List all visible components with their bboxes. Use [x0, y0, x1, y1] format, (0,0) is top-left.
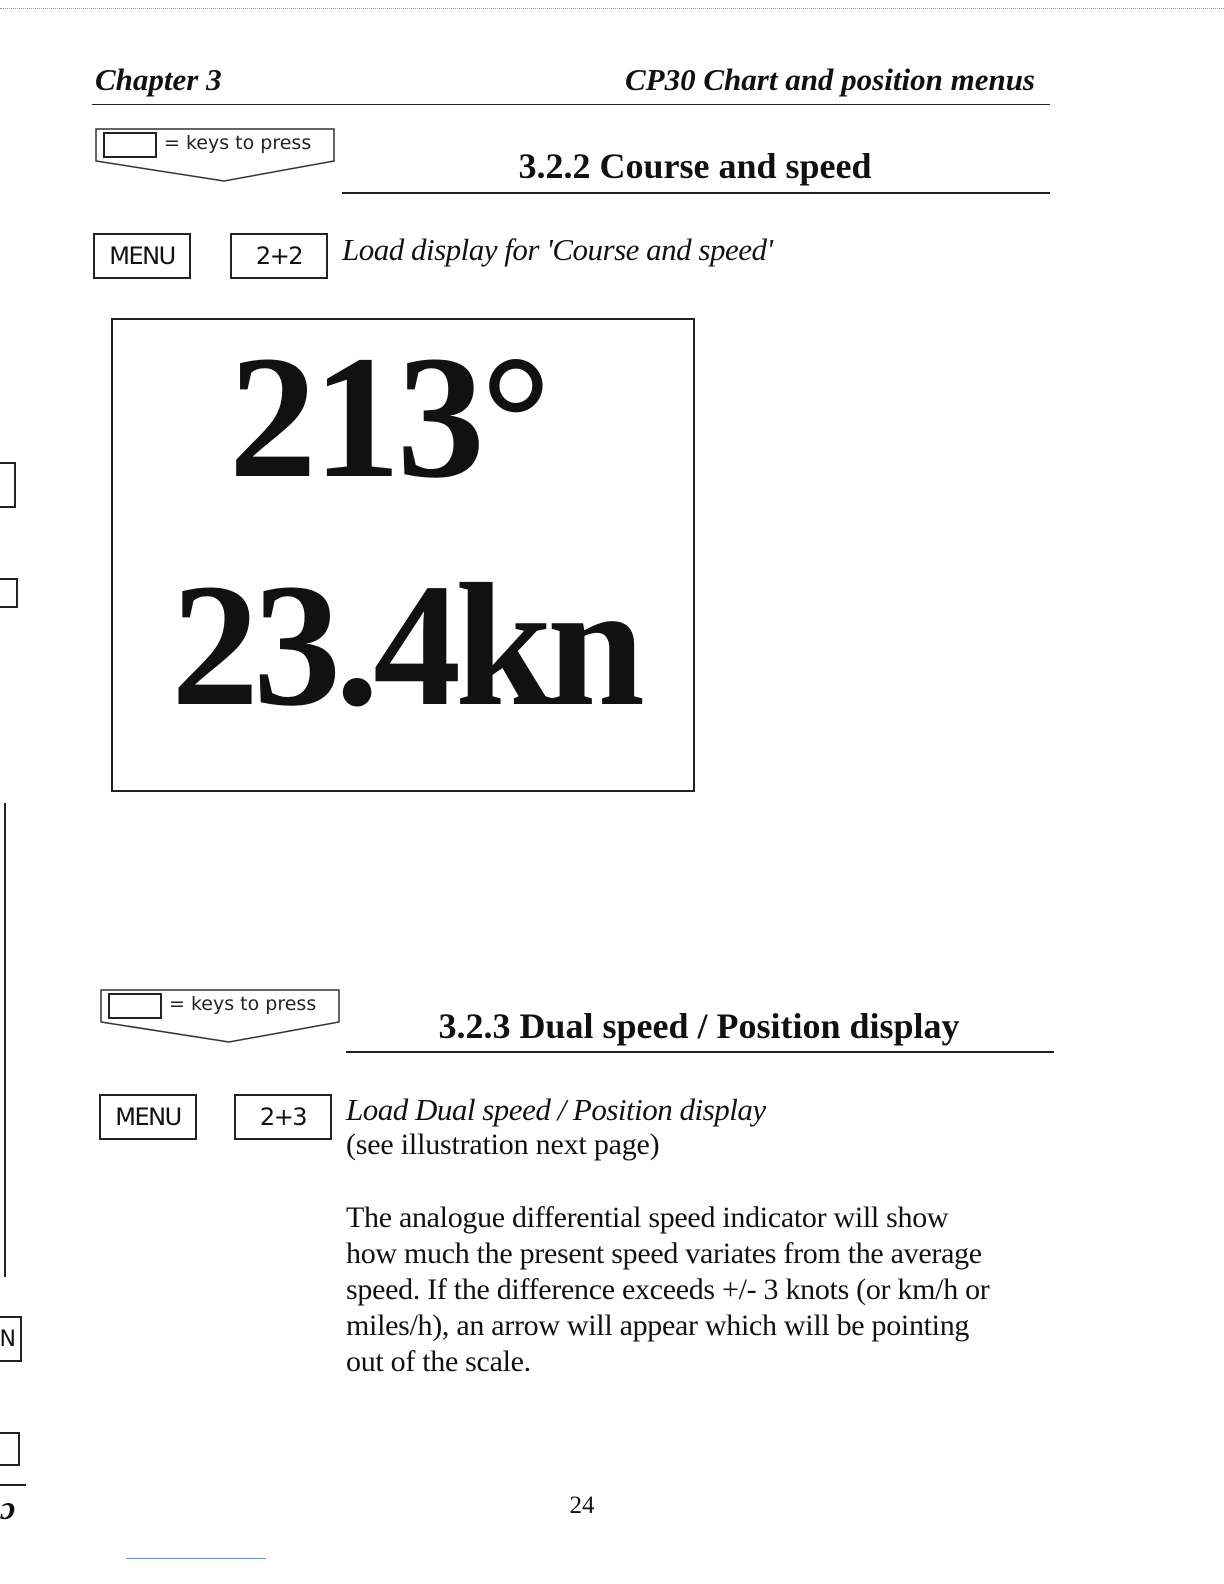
chapter-label: Chapter 3 — [95, 62, 222, 97]
edge-fragment-line — [4, 803, 6, 1277]
running-header-title: CP30 Chart and position menus — [624, 62, 1035, 97]
edge-fragment-box — [0, 1432, 20, 1466]
description-paragraph — [346, 1200, 1066, 1380]
key-2-plus-2: 2+2 — [230, 233, 328, 279]
edge-fragment-line — [0, 1484, 26, 1486]
menu-key: MENU — [99, 1094, 197, 1140]
edge-fragment-box — [0, 462, 16, 508]
edge-fragment-letter: N — [0, 1326, 16, 1352]
paragraph-line: speed. If the difference exceeds +/- 3 knots (or km/h or — [346, 1273, 990, 1306]
legend-text: = keys to press — [164, 132, 312, 154]
paragraph-line: how much the present speed variates from the average — [346, 1237, 982, 1270]
header-rule — [92, 104, 1050, 105]
legend-text: = keys to press — [169, 993, 317, 1015]
section-rule — [342, 192, 1050, 194]
course-readout: 213° — [228, 320, 548, 515]
edge-fragment-glyph: ɔ — [0, 1490, 16, 1527]
edge-fragment-key — [0, 1316, 22, 1362]
menu-key: MENU — [93, 233, 191, 279]
edge-fragment-box — [0, 578, 18, 608]
paragraph-line: out of the scale. — [346, 1345, 531, 1378]
paragraph-line: miles/h), an arrow will appear which will be pointing — [346, 1309, 970, 1342]
instruction-load-course-speed: Load display for 'Course and speed' — [342, 232, 773, 267]
keys-legend-callout — [94, 127, 334, 187]
section-heading-dual-speed: 3.2.3 Dual speed / Position display — [438, 1006, 960, 1046]
section-rule — [346, 1051, 1054, 1053]
speed-readout: 23.4kn — [171, 548, 639, 743]
keys-legend-callout — [99, 988, 339, 1048]
key-2-plus-3: 2+3 — [234, 1094, 332, 1140]
paragraph-line: The analogue differential speed indicator will show — [346, 1201, 949, 1234]
page-number: 24 — [569, 1492, 595, 1519]
instruction-load-dual-speed: Load Dual speed / Position display — [346, 1092, 766, 1127]
section-heading-course-speed: 3.2.2 Course and speed — [518, 146, 872, 186]
see-illustration-note: (see illustration next page) — [346, 1128, 660, 1161]
scan-artifact-blue-line — [126, 1558, 266, 1559]
scan-artifact-top-line — [0, 8, 1224, 9]
